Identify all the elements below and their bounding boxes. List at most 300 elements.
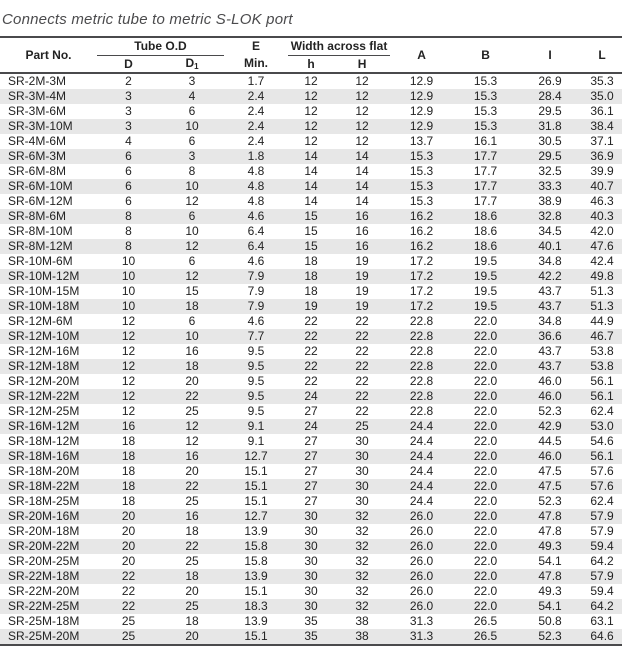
part-no-cell: SR-22M-25M [8, 599, 80, 613]
part-no-cell: SR-10M-18M [8, 299, 80, 313]
part-no-cell: SR-2M-3M [8, 74, 67, 88]
a-cell: 22.8 [409, 404, 434, 418]
d-cell: 20 [121, 509, 136, 523]
h-cell: 27 [304, 494, 318, 508]
i-cell: 46.0 [538, 389, 562, 403]
a-cell: 24.4 [409, 494, 434, 508]
b-cell: 22.0 [473, 359, 498, 373]
h-cap-cell: 30 [355, 434, 369, 448]
i-cell: 44.5 [538, 434, 562, 448]
h-cell: 30 [304, 554, 318, 568]
d1-cell: 20 [185, 584, 199, 598]
col-header-tube-od: Tube O.D [97, 37, 224, 56]
i-cell: 52.3 [538, 404, 562, 418]
d1-cell: 6 [188, 314, 196, 328]
l-cell: 59.4 [590, 584, 614, 598]
h-cell: 27 [304, 434, 318, 448]
d-cell: 12 [121, 329, 136, 343]
d1-cell: 10 [185, 329, 199, 343]
i-cell: 43.7 [538, 299, 562, 313]
h-cap-cell: 16 [355, 239, 369, 253]
e-min-cell: 9.5 [247, 359, 265, 373]
b-cell: 19.5 [473, 284, 498, 298]
e-min-cell: 4.6 [247, 254, 265, 268]
table-row [0, 614, 622, 629]
i-cell: 47.8 [538, 569, 562, 583]
d1-cell: 16 [185, 449, 199, 463]
i-cell: 28.4 [538, 89, 562, 103]
b-cell: 26.5 [473, 629, 498, 643]
d1-cell: 18 [185, 524, 199, 538]
h-cap-cell: 30 [355, 479, 369, 493]
h-cap-cell: 32 [355, 509, 369, 523]
table-row [0, 269, 622, 284]
d-cell: 6 [125, 164, 132, 178]
d-cell: 6 [125, 149, 132, 163]
d1-cell: 10 [185, 224, 199, 238]
h-cap-cell: 30 [355, 494, 369, 508]
col-header-width-across-flat: Width across flat [288, 37, 390, 56]
l-cell: 53.0 [590, 419, 614, 433]
a-cell: 12.9 [409, 119, 434, 133]
i-cell: 50.8 [538, 614, 562, 628]
h-cell: 15 [304, 239, 318, 253]
e-min-cell: 2.4 [247, 134, 265, 148]
table-row [0, 374, 622, 389]
table-row [0, 629, 622, 645]
h-cell: 15 [304, 224, 318, 238]
l-cell: 37.1 [590, 134, 614, 148]
e-min-cell: 6.4 [247, 239, 265, 253]
d-cell: 22 [121, 569, 136, 583]
d1-cell: 15 [185, 284, 199, 298]
i-cell: 31.8 [538, 119, 562, 133]
b-cell: 22.0 [473, 494, 498, 508]
d-cell: 10 [121, 299, 136, 313]
table-body [0, 73, 622, 645]
l-cell: 47.6 [590, 239, 614, 253]
b-cell: 22.0 [473, 539, 498, 553]
d1-cell: 22 [185, 539, 199, 553]
e-min-cell: 4.6 [247, 314, 265, 328]
b-cell: 22.0 [473, 509, 498, 523]
h-cell: 18 [304, 254, 318, 268]
table-row [0, 404, 622, 419]
h-cap-cell: 22 [355, 329, 369, 343]
part-no-cell: SR-3M-10M [8, 119, 73, 133]
h-cell: 14 [304, 164, 318, 178]
h-cell: 24 [304, 389, 318, 403]
part-no-cell: SR-22M-20M [8, 584, 80, 598]
a-cell: 24.4 [409, 434, 434, 448]
a-cell: 24.4 [409, 464, 434, 478]
b-cell: 22.0 [473, 524, 498, 538]
part-no-cell: SR-6M-3M [8, 149, 67, 163]
h-cap-cell: 22 [355, 389, 369, 403]
d-cell: 6 [125, 179, 132, 193]
part-no-cell: SR-12M-10M [8, 329, 80, 343]
h-cell: 22 [304, 314, 318, 328]
b-cell: 22.0 [473, 389, 498, 403]
table-row [0, 179, 622, 194]
h-cap-cell: 22 [355, 404, 369, 418]
l-cell: 49.8 [590, 269, 614, 283]
i-cell: 26.9 [538, 74, 562, 88]
h-cell: 19 [304, 299, 318, 313]
d1-cell: 20 [185, 374, 199, 388]
h-cell: 30 [304, 524, 318, 538]
table-row [0, 239, 622, 254]
h-cap-cell: 22 [355, 314, 369, 328]
h-cell: 30 [304, 539, 318, 553]
d1-cell: 12 [185, 194, 199, 208]
a-cell: 22.8 [409, 314, 434, 328]
a-cell: 15.3 [409, 194, 434, 208]
table-row [0, 329, 622, 344]
h-cell: 18 [304, 269, 318, 283]
table-row [0, 584, 622, 599]
d-cell: 12 [121, 359, 136, 373]
e-min-cell: 2.4 [247, 119, 265, 133]
l-cell: 46.3 [590, 194, 614, 208]
a-cell: 15.3 [409, 164, 434, 178]
h-cap-cell: 30 [355, 464, 369, 478]
h-cap-cell: 14 [355, 194, 369, 208]
b-cell: 17.7 [473, 149, 498, 163]
d-cell: 3 [125, 104, 132, 118]
h-cap-cell: 14 [355, 164, 369, 178]
h-cell: 24 [304, 419, 318, 433]
l-cell: 64.2 [590, 554, 614, 568]
d1-cell: 20 [185, 464, 199, 478]
e-min-cell: 15.1 [244, 494, 268, 508]
part-no-cell: SR-18M-25M [8, 494, 80, 508]
i-cell: 30.5 [538, 134, 562, 148]
e-min-cell: 4.8 [247, 164, 265, 178]
e-min-cell: 12.7 [244, 449, 268, 463]
h-cap-cell: 14 [355, 179, 369, 193]
i-cell: 49.3 [538, 584, 562, 598]
h-cell: 12 [304, 119, 318, 133]
d1-cell: 18 [185, 569, 199, 583]
b-cell: 22.0 [473, 314, 498, 328]
i-cell: 46.0 [538, 449, 562, 463]
a-cell: 26.0 [409, 569, 434, 583]
d1-cell: 25 [185, 554, 199, 568]
h-cap-cell: 16 [355, 224, 369, 238]
l-cell: 57.9 [590, 524, 614, 538]
d1-cell: 25 [185, 494, 199, 508]
l-cell: 36.1 [590, 104, 614, 118]
table-row [0, 104, 622, 119]
a-cell: 17.2 [409, 254, 434, 268]
d-cell: 3 [125, 119, 132, 133]
col-header-e: E [252, 39, 261, 54]
col-header-part-no: Part No. [25, 47, 72, 62]
d-cell: 10 [121, 284, 136, 298]
i-cell: 47.8 [538, 524, 562, 538]
h-cell: 27 [304, 449, 318, 463]
part-no-cell: SR-4M-6M [8, 134, 67, 148]
h-cell: 22 [304, 374, 318, 388]
d-cell: 18 [121, 464, 136, 478]
d1-cell: 25 [185, 404, 199, 418]
l-cell: 57.6 [590, 479, 614, 493]
table-row [0, 194, 622, 209]
a-cell: 15.3 [409, 179, 434, 193]
e-min-cell: 15.1 [244, 584, 268, 598]
table-row [0, 554, 622, 569]
l-cell: 46.7 [590, 329, 614, 343]
part-no-cell: SR-25M-20M [8, 629, 80, 643]
table-row [0, 209, 622, 224]
l-cell: 42.4 [590, 254, 614, 268]
d1-cell: 6 [188, 134, 196, 148]
b-cell: 22.0 [473, 434, 498, 448]
d1-cell: 18 [185, 614, 199, 628]
e-min-cell: 7.9 [247, 284, 265, 298]
part-no-cell: SR-8M-6M [8, 209, 67, 223]
h-cap-cell: 19 [355, 254, 369, 268]
d-cell: 10 [121, 254, 136, 268]
col-header-h-small: h [307, 56, 315, 71]
d1-cell: 12 [185, 239, 199, 253]
part-no-cell: SR-18M-16M [8, 449, 80, 463]
e-min-cell: 9.5 [247, 389, 265, 403]
h-cell: 14 [304, 194, 318, 208]
l-cell: 56.1 [590, 374, 614, 388]
a-cell: 24.4 [409, 449, 434, 463]
b-cell: 22.0 [473, 344, 498, 358]
table-row [0, 299, 622, 314]
l-cell: 57.6 [590, 464, 614, 478]
d-cell: 8 [125, 224, 132, 238]
l-cell: 57.9 [590, 509, 614, 523]
d-cell: 18 [121, 449, 136, 463]
e-min-cell: 15.1 [244, 464, 268, 478]
part-no-cell: SR-8M-10M [8, 224, 73, 238]
b-cell: 18.6 [473, 209, 498, 223]
d1-cell: 18 [185, 299, 199, 313]
h-cell: 27 [304, 479, 318, 493]
i-cell: 47.5 [538, 464, 562, 478]
i-cell: 42.2 [538, 269, 562, 283]
d-cell: 12 [121, 404, 136, 418]
h-cap-cell: 12 [355, 74, 369, 88]
d1-cell: 6 [188, 254, 196, 268]
h-cap-cell: 12 [355, 119, 369, 133]
i-cell: 43.7 [538, 284, 562, 298]
i-cell: 34.5 [538, 224, 562, 238]
table-row [0, 164, 622, 179]
part-no-cell: SR-10M-12M [8, 269, 80, 283]
b-cell: 17.7 [473, 194, 498, 208]
l-cell: 54.6 [590, 434, 614, 448]
b-cell: 18.6 [473, 224, 498, 238]
d-cell: 3 [125, 89, 132, 103]
b-cell: 15.3 [473, 89, 498, 103]
part-no-cell: SR-12M-25M [8, 404, 80, 418]
b-cell: 19.5 [473, 299, 498, 313]
a-cell: 22.8 [409, 329, 434, 343]
b-cell: 16.1 [473, 134, 498, 148]
d1-cell: 16 [185, 509, 199, 523]
h-cell: 12 [304, 74, 318, 88]
h-cell: 22 [304, 359, 318, 373]
table-row [0, 344, 622, 359]
d-cell: 22 [121, 599, 136, 613]
table-header [0, 37, 622, 73]
table-row [0, 314, 622, 329]
d-cell: 25 [121, 614, 136, 628]
d1-cell: 16 [185, 344, 199, 358]
d1-cell: 22 [185, 479, 199, 493]
b-cell: 22.0 [473, 449, 498, 463]
part-no-cell: SR-16M-12M [8, 419, 80, 433]
h-cell: 30 [304, 569, 318, 583]
part-no-cell: SR-18M-22M [8, 479, 80, 493]
d1-cell: 12 [185, 269, 199, 283]
h-cap-cell: 32 [355, 569, 369, 583]
d1-cell: 12 [185, 434, 199, 448]
table-row [0, 134, 622, 149]
l-cell: 36.9 [590, 149, 614, 163]
e-min-cell: 1.7 [247, 74, 265, 88]
d1-cell: 6 [188, 104, 196, 118]
part-no-cell: SR-20M-22M [8, 539, 80, 553]
b-cell: 17.7 [473, 179, 498, 193]
e-min-cell: 2.4 [247, 104, 265, 118]
a-cell: 16.2 [409, 239, 434, 253]
b-cell: 22.0 [473, 599, 498, 613]
e-min-cell: 15.8 [244, 539, 268, 553]
h-cell: 14 [304, 179, 318, 193]
h-cap-cell: 38 [355, 629, 369, 643]
h-cap-cell: 32 [355, 584, 369, 598]
a-cell: 16.2 [409, 209, 434, 223]
i-cell: 47.8 [538, 509, 562, 523]
i-cell: 54.1 [538, 554, 562, 568]
e-min-cell: 13.9 [244, 569, 268, 583]
col-header-min: Min. [244, 56, 269, 71]
l-cell: 59.4 [590, 539, 614, 553]
table-row [0, 89, 622, 104]
b-cell: 22.0 [473, 404, 498, 418]
i-cell: 42.9 [538, 419, 562, 433]
h-cell: 30 [304, 509, 318, 523]
table-row [0, 359, 622, 374]
h-cap-cell: 30 [355, 449, 369, 463]
l-cell: 44.9 [590, 314, 614, 328]
e-min-cell: 13.9 [244, 614, 268, 628]
part-no-cell: SR-25M-18M [8, 614, 80, 628]
h-cell: 27 [304, 464, 318, 478]
b-cell: 15.3 [473, 104, 498, 118]
h-cell: 12 [304, 134, 318, 148]
h-cell: 22 [304, 329, 318, 343]
d1-cell: 10 [185, 179, 199, 193]
i-cell: 49.3 [538, 539, 562, 553]
col-header-d1-base: D [185, 56, 195, 70]
a-cell: 24.4 [409, 419, 434, 433]
table-row [0, 464, 622, 479]
i-cell: 43.7 [538, 359, 562, 373]
part-no-cell: SR-18M-20M [8, 464, 80, 478]
i-cell: 33.3 [538, 179, 562, 193]
col-header-d1-subscript: 1 [194, 62, 199, 71]
h-cell: 15 [304, 209, 318, 223]
part-no-cell: SR-22M-18M [8, 569, 80, 583]
b-cell: 22.0 [473, 329, 498, 343]
d1-cell: 4 [188, 89, 196, 103]
table-row [0, 494, 622, 509]
d1-cell: 3 [188, 149, 196, 163]
d-cell: 12 [121, 314, 136, 328]
l-cell: 53.8 [590, 344, 614, 358]
i-cell: 43.7 [538, 344, 562, 358]
table-row [0, 224, 622, 239]
table-row [0, 284, 622, 299]
b-cell: 22.0 [473, 464, 498, 478]
d-cell: 18 [121, 434, 136, 448]
a-cell: 22.8 [409, 374, 434, 388]
i-cell: 32.5 [538, 164, 562, 178]
h-cell: 12 [304, 104, 318, 118]
a-cell: 12.9 [409, 104, 434, 118]
d1-cell: 20 [185, 629, 199, 643]
col-header-b: B [481, 47, 490, 62]
part-no-cell: SR-12M-16M [8, 344, 80, 358]
b-cell: 18.6 [473, 239, 498, 253]
d-cell: 18 [121, 494, 136, 508]
d-cell: 12 [121, 374, 136, 388]
d-cell: 20 [121, 524, 136, 538]
a-cell: 31.3 [409, 629, 434, 643]
l-cell: 51.3 [590, 284, 614, 298]
b-cell: 22.0 [473, 419, 498, 433]
a-cell: 15.3 [409, 149, 434, 163]
d-cell: 22 [121, 584, 136, 598]
l-cell: 57.9 [590, 569, 614, 583]
i-cell: 46.0 [538, 374, 562, 388]
d-cell: 18 [121, 479, 136, 493]
e-min-cell: 15.1 [244, 629, 268, 643]
e-min-cell: 9.1 [247, 419, 265, 433]
part-no-cell: SR-6M-12M [8, 194, 73, 208]
table-row [0, 254, 622, 269]
h-cap-cell: 32 [355, 554, 369, 568]
b-cell: 22.0 [473, 569, 498, 583]
i-cell: 36.6 [538, 329, 562, 343]
b-cell: 15.3 [473, 74, 498, 88]
l-cell: 35.3 [590, 74, 614, 88]
b-cell: 15.3 [473, 119, 498, 133]
l-cell: 39.9 [590, 164, 614, 178]
a-cell: 22.8 [409, 359, 434, 373]
part-no-cell: SR-20M-25M [8, 554, 80, 568]
table-row [0, 389, 622, 404]
e-min-cell: 15.8 [244, 554, 268, 568]
a-cell: 12.9 [409, 74, 434, 88]
part-no-cell: SR-3M-6M [8, 104, 67, 118]
h-cap-cell: 22 [355, 344, 369, 358]
part-no-cell: SR-10M-6M [8, 254, 73, 268]
h-cap-cell: 19 [355, 299, 369, 313]
h-cap-cell: 25 [355, 419, 369, 433]
page-title: Connects metric tube to metric S-LOK port [2, 10, 293, 28]
h-cap-cell: 32 [355, 539, 369, 553]
a-cell: 12.9 [409, 89, 434, 103]
